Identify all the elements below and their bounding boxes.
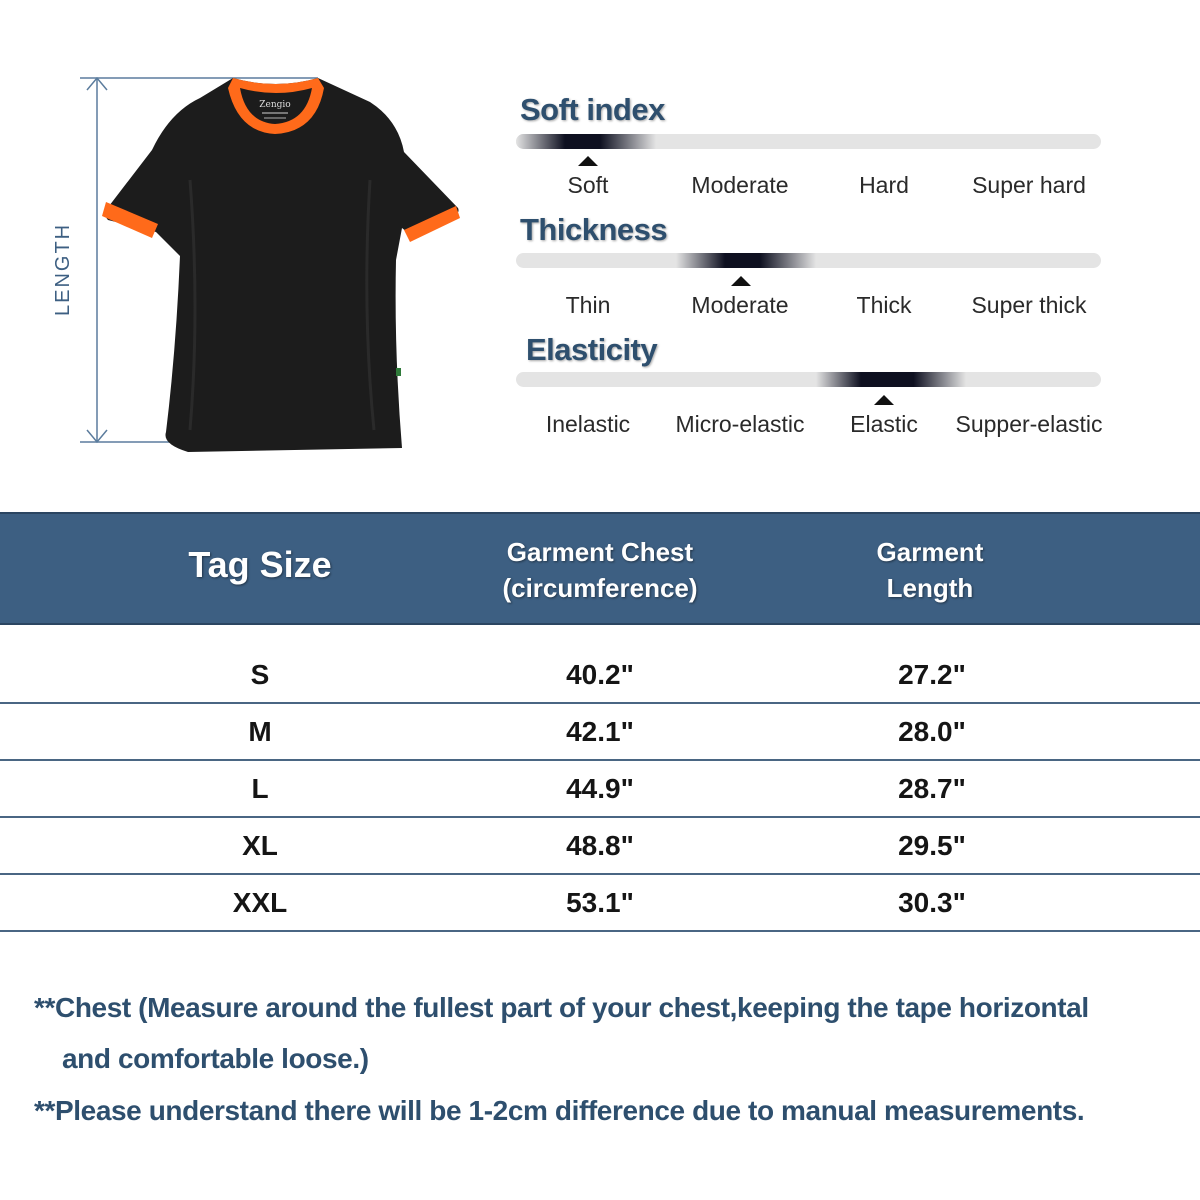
soft-index-title: Soft index bbox=[520, 92, 665, 127]
thickness-title: Thickness bbox=[520, 212, 668, 247]
cell-size: XL bbox=[242, 830, 278, 861]
table-row bbox=[0, 875, 1200, 932]
elasticity-option-micro-elastic: Micro-elastic bbox=[675, 411, 805, 437]
header-garment-length bbox=[800, 534, 1060, 606]
cell-chest: 40.2" bbox=[566, 659, 634, 690]
cell-size: XXL bbox=[232, 887, 288, 918]
brand-label: Zengio bbox=[259, 100, 291, 110]
elasticity-title: Elasticity bbox=[526, 332, 658, 367]
note-chest-line1: **Chest (Measure around the fullest part of your chest,keeping the tape horizontal bbox=[34, 992, 1089, 1023]
header-length-line1: Garment bbox=[876, 537, 984, 567]
cell-length: 27.2" bbox=[898, 659, 966, 690]
cell-chest: 48.8" bbox=[566, 830, 634, 861]
elasticity-option-elastic: Elastic bbox=[850, 411, 918, 437]
note-difference: **Please understand there will be 1-2cm difference due to manual measurements. bbox=[34, 1095, 1085, 1126]
elasticity-marker bbox=[874, 395, 894, 405]
soft-index-option-soft: Soft bbox=[567, 172, 609, 198]
cell-size: S bbox=[250, 659, 270, 690]
header-tag-size: Tag Size bbox=[188, 544, 332, 585]
soft-index-option-moderate: Moderate bbox=[691, 172, 789, 198]
cell-chest: 42.1" bbox=[566, 716, 634, 747]
soft-index-option-hard: Hard bbox=[859, 172, 909, 198]
elasticity-option-inelastic: Inelastic bbox=[545, 411, 631, 437]
table-row bbox=[0, 818, 1200, 875]
header-garment-chest bbox=[440, 534, 760, 606]
cell-length: 28.7" bbox=[898, 773, 966, 804]
cell-length: 28.0" bbox=[898, 716, 966, 747]
table-row bbox=[0, 704, 1200, 761]
cell-chest: 53.1" bbox=[566, 887, 634, 918]
soft-index-fill bbox=[516, 134, 656, 149]
table-row bbox=[0, 647, 1200, 704]
soft-index-bar bbox=[516, 134, 1101, 149]
header-chest-line2: (circumference) bbox=[502, 573, 698, 603]
cell-size: M bbox=[248, 716, 272, 747]
cell-length: 30.3" bbox=[898, 887, 966, 918]
length-label: LENGTH bbox=[52, 222, 74, 316]
note-chest-line2: and comfortable loose.) bbox=[62, 1043, 369, 1074]
cell-length: 29.5" bbox=[898, 830, 966, 861]
hem-tag bbox=[396, 368, 401, 376]
header-length-line2: Length bbox=[886, 573, 974, 603]
thickness-option-moderate: Moderate bbox=[691, 292, 789, 318]
soft-index-option-super-hard: Super hard bbox=[972, 172, 1086, 198]
thickness-marker bbox=[731, 276, 751, 286]
table-row bbox=[0, 761, 1200, 818]
tshirt-illustration bbox=[40, 60, 470, 470]
thickness-option-thin: Thin bbox=[565, 292, 611, 318]
elasticity-fill bbox=[816, 372, 966, 387]
soft-index-marker bbox=[578, 156, 598, 166]
elasticity-option-supper-elastic: Supper-elastic bbox=[955, 411, 1103, 437]
header-chest-line1: Garment Chest bbox=[506, 537, 694, 567]
thickness-option-thick: Thick bbox=[856, 292, 912, 318]
thickness-option-super-thick: Super thick bbox=[971, 292, 1087, 318]
tshirt-body bbox=[105, 78, 458, 452]
cell-chest: 44.9" bbox=[566, 773, 634, 804]
thickness-bar bbox=[516, 253, 1101, 268]
size-table-header bbox=[0, 512, 1200, 625]
elasticity-bar bbox=[516, 372, 1101, 387]
cell-size: L bbox=[251, 773, 269, 804]
thickness-fill bbox=[676, 253, 816, 268]
